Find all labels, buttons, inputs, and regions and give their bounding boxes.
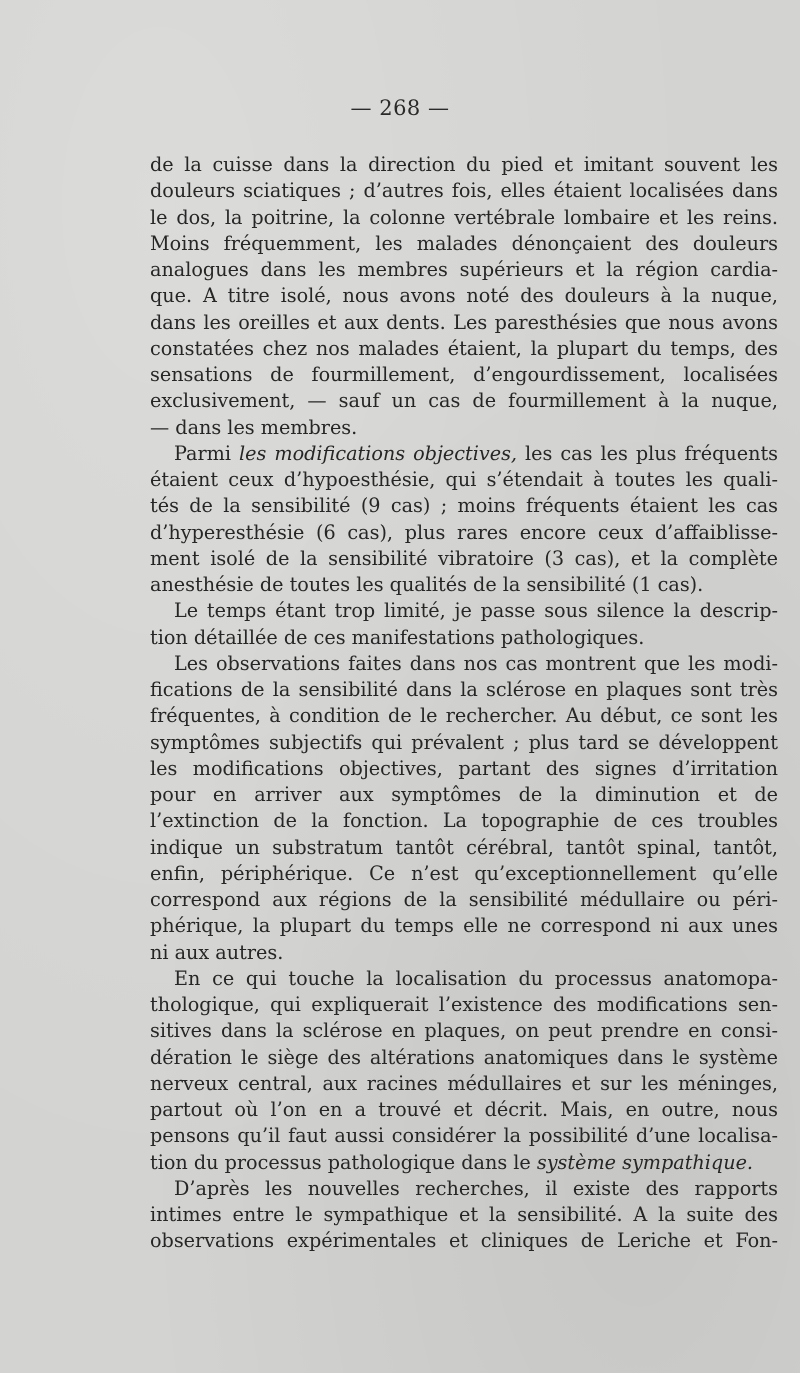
text-line: tés de la sensibilité (9 cas) ; moins fréquents étaient les cas (150, 494, 778, 518)
text-line: fréquentes, à condition de le rechercher. Au début, ce sont les (150, 704, 778, 728)
text-line: fications de la sensibilité dans la sclérose en plaques sont très (150, 678, 778, 701)
text-line: indique un substratum tantôt cérébral, tantôt spinal, tantôt, (150, 835, 778, 859)
text-line: ment isolé de la sensibilité vibratoire (3 cas), et la complète (150, 546, 778, 570)
text-line: l’extinction de la fonction. La topographie de ces troubles (150, 809, 778, 833)
text-line: les modifications objectives, partant des signes d’irritation (150, 756, 778, 780)
text-line: partout où l’on en a trouvé et décrit. Mais, en outre, nous (150, 1098, 778, 1121)
body-text (150, 152, 778, 1255)
text-line: symptômes subjectifs qui prévalent ; plus tard se développent (150, 730, 778, 754)
text-line: nerveux central, aux racines médullaires et sur les méninges, (150, 1071, 778, 1095)
text-line: d’hyperesthésie (6 cas), plus rares encore ceux d’affaiblisse- (150, 520, 778, 544)
text-line: D’après les nouvelles recherches, il existe des rapports (174, 1176, 778, 1200)
text-line: sitives dans la sclérose en plaques, on peut prendre en consi- (150, 1019, 778, 1043)
text-line: observations expérimentales et cliniques de Leriche et Fon- (150, 1229, 778, 1253)
text-line: ni aux autres. (150, 940, 284, 964)
text-line: — dans les membres. (150, 415, 358, 439)
text-line: correspond aux régions de la sensibilité médullaire ou péri- (150, 888, 778, 911)
text-line: douleurs sciatiques ; d’autres fois, elles étaient localisées dans (150, 179, 778, 203)
text-line: intimes entre le sympathique et la sensibilité. A la suite des (150, 1203, 778, 1226)
text-line: dération le siège des altérations anatomiques dans le système (150, 1045, 778, 1069)
text-line (150, 441, 778, 467)
text-line: anesthésie de toutes les qualités de la sensibilité (1 cas). (150, 573, 704, 596)
text-line (150, 1150, 778, 1176)
text-segment: Parmi (174, 441, 240, 465)
text-line: enfin, périphérique. Ce n’est qu’exceptionnellement qu’elle (150, 861, 778, 885)
text-line: phérique, la plupart du temps elle ne correspond ni aux unes (150, 914, 778, 938)
text-line: étaient ceux d’hypoesthésie, qui s’étendait à toutes les quali- (150, 468, 778, 491)
text-segment: les cas les plus fréquents (517, 441, 778, 465)
text-line: dans les oreilles et aux dents. Les paresthésies que nous avons (150, 310, 778, 334)
text-line: le dos, la poitrine, la colonne vertébrale lombaire et les reins. (150, 205, 778, 229)
text-line: tion détaillée de ces manifestations pathologiques. (150, 625, 645, 649)
text-line: thologique, qui expliquerait l’existence des modifications sen- (150, 993, 778, 1016)
text-line: Le temps étant trop limité, je passe sous silence la descrip- (174, 599, 778, 623)
text-line: que. A titre isolé, nous avons noté des douleurs à la nuque, (150, 284, 778, 308)
text-line: constatées chez nos malades étaient, la plupart du temps, des (150, 336, 778, 360)
italic-phrase: système sympathique. (536, 1150, 754, 1174)
text-line: pour en arriver aux symptômes de la diminution et de (150, 783, 778, 806)
text-line: Les observations faites dans nos cas montrent que les modi- (174, 651, 778, 675)
text-line: exclusivement, — sauf un cas de fourmillement à la nuque, (150, 389, 778, 413)
text-line: Moins fréquemment, les malades dénonçaient des douleurs (150, 231, 778, 255)
italic-phrase: les modifications objectives, (239, 441, 518, 465)
text-segment: tion du processus pathologique dans le (150, 1150, 537, 1174)
text-line: pensons qu’il faut aussi considérer la possibilité d’une localisa- (150, 1124, 778, 1148)
text-line: sensations de fourmillement, d’engourdissement, localisées (150, 363, 778, 386)
text-line: de la cuisse dans la direction du pied et imitant souvent les (150, 153, 778, 176)
text-line: En ce qui touche la localisation du processus anatomopa- (174, 966, 778, 990)
page-number: — 268 — (350, 96, 450, 120)
text-line: analogues dans les membres supérieurs et la région cardia- (150, 258, 778, 281)
